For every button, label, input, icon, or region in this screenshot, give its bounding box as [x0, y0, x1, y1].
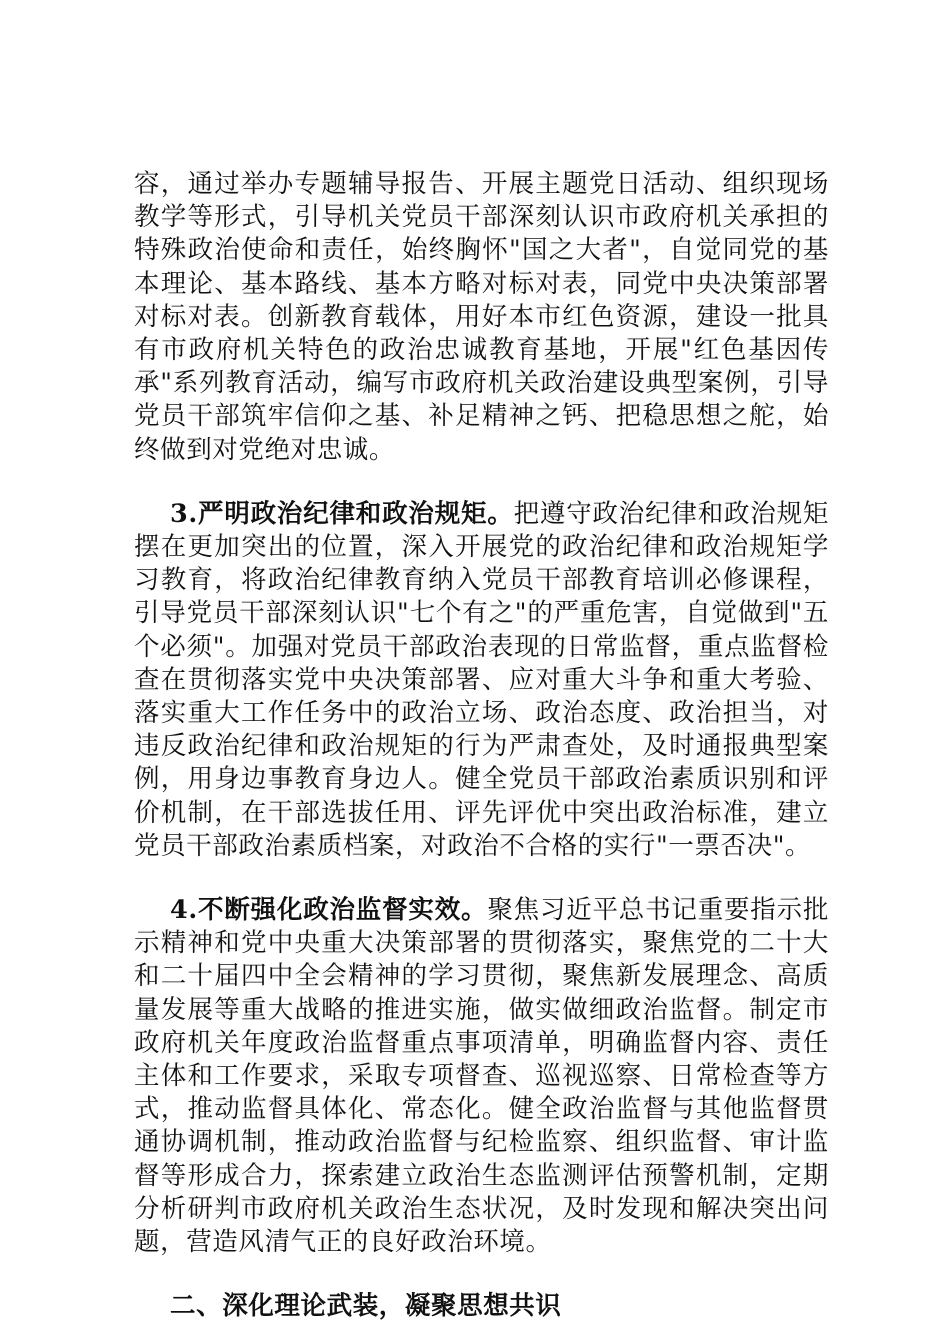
paragraph-lead-heading: 4.不断强化政治监督实效。 — [170, 895, 488, 926]
paragraph-lead-heading: 3.严明政治纪律和政治规矩。 — [170, 498, 514, 529]
document-page — [134, 168, 829, 1324]
paragraph-continued — [134, 168, 829, 467]
paragraph-political-supervision — [134, 894, 829, 1259]
section-heading: 二、深化理论武装，凝聚思想共识 — [170, 1291, 562, 1322]
paragraph-body: 容，通过举办专题辅导报告、开展主题党日活动、组织现场教学等形式，引导机关党员干部深刻认识市政府机关承担的特殊政治使命和责任，始终胸怀"国之大者"，自觉同党的基本理论、基本路线、基本方略对标对表，同党中央决策部署对标对表。创新教育载体，用好本市红色资源，建设一批具有市政府机关特色的政治忠诚教育基地，开展"红色基因传承"系列教育活动，编写市政府机关政治建设典型案例，引导党员干部筑牢信仰之基、补足精神之钙、把稳思想之舵，始终做到对党绝对忠诚。 — [134, 169, 829, 465]
paragraph-body: 把遵守政治纪律和政治规矩摆在更加突出的位置，深入开展党的政治纪律和政治规矩学习教育，将政治纪律教育纳入党员干部教育培训必修课程，引导党员干部深刻认识"七个有之"的严重危害，自觉做到"五个必须"。加强对党员干部政治表现的日常监督，重点监督检查在贯彻落实党中央决策部署、应对重大斗争和重大考验、落实重大工作任务中的政治立场、政治态度、政治担当，对违反政治纪律和政治规矩的行为严肃查处，及时通报典型案例，用身边事教育身边人。健全党员干部政治素质识别和评价机制，在干部选拔任用、评先评优中突出政治标准，建立党员干部政治素质档案，对政治不合格的实行"一票否决"。 — [134, 498, 829, 861]
paragraph-political-discipline — [134, 498, 829, 863]
paragraph-body: 聚焦习近平总书记重要指示批示精神和党中央重大决策部署的贯彻落实，聚焦党的二十大和二十届四中全会精神的学习贯彻，聚焦新发展理念、高质量发展等重大战略的推进实施，做实做细政治监督。制定市政府机关年度政治监督重点事项清单，明确监督内容、责任主体和工作要求，采取专项督查、巡视巡察、日常检查等方式，推动监督具体化、常态化。健全政治监督与其他监督贯通协调机制，推动政治监督与纪检监察、组织监督、审计监督等形成合力，探索建立政治生态监测评估预警机制，定期分析研判市政府机关政治生态状况，及时发现和解决突出问题，营造风清气正的良好政治环境。 — [134, 895, 829, 1258]
